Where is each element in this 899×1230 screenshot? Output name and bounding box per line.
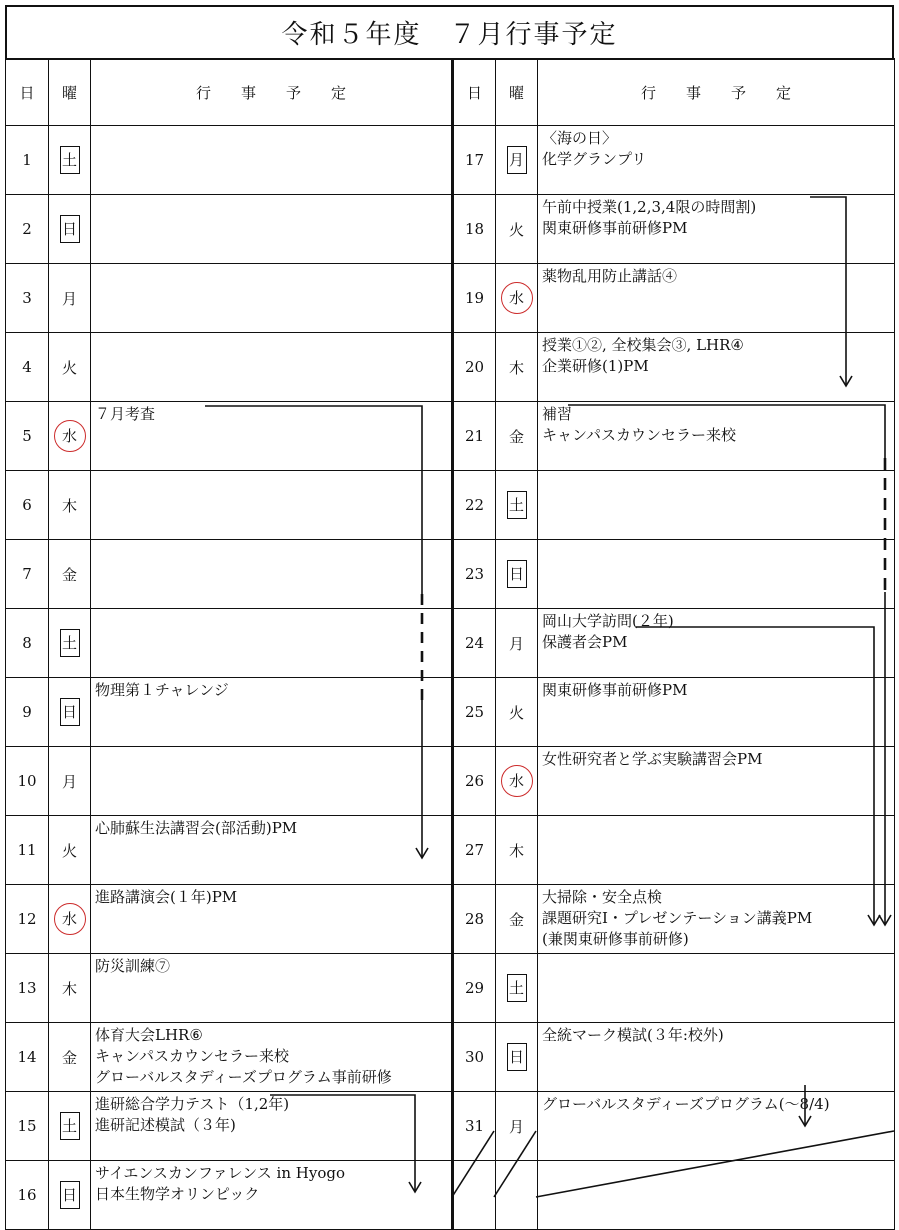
table-row: [6, 609, 895, 678]
weekday-label: 金: [61, 565, 77, 584]
weekday-label: 日: [507, 1043, 527, 1071]
right-day-11: 27: [453, 816, 496, 885]
left-day-8: 8: [6, 609, 49, 678]
left-dow-13: [49, 954, 91, 1023]
weekday-label: 火: [508, 220, 524, 239]
weekday-label: 土: [507, 491, 527, 519]
header-events-right: 行 事 予 定: [538, 59, 895, 126]
right-dow-9: [496, 678, 538, 747]
left-events-10: [91, 747, 453, 816]
left-dow-12: [49, 885, 91, 954]
weekday-label: 水: [501, 282, 533, 314]
weekday-label: 木: [61, 496, 77, 515]
left-dow-14: [49, 1023, 91, 1092]
right-day-7: 23: [453, 540, 496, 609]
table-row: [6, 1023, 895, 1092]
left-events-1: [91, 126, 453, 195]
left-events-14: [91, 1023, 453, 1092]
right-dow-13: [496, 954, 538, 1023]
left-dow-2: [49, 195, 91, 264]
header-dow-right: 曜: [496, 59, 538, 126]
event-line: 保護者会PM: [542, 633, 628, 651]
event-line: ７月考査: [95, 405, 156, 423]
weekday-label: 木: [508, 358, 524, 377]
left-dow-3: [49, 264, 91, 333]
left-events-7: [91, 540, 453, 609]
weekday-label: 金: [508, 427, 524, 446]
left-events-5: [91, 402, 453, 471]
weekday-label: 月: [61, 772, 77, 791]
weekday-label: 木: [508, 841, 524, 860]
left-events-2: [91, 195, 453, 264]
event-line: 化学グランプリ: [542, 150, 647, 168]
right-day-16: [453, 1161, 496, 1230]
left-day-2: 2: [6, 195, 49, 264]
header-day-right: 日: [453, 59, 496, 126]
left-day-4: 4: [6, 333, 49, 402]
left-day-6: 6: [6, 471, 49, 540]
event-line: 関東研修事前研修PM: [542, 219, 688, 237]
right-day-6: 22: [453, 471, 496, 540]
right-dow-5: [496, 402, 538, 471]
weekday-label: 日: [60, 215, 80, 243]
left-day-11: 11: [6, 816, 49, 885]
left-dow-1: [49, 126, 91, 195]
weekday-label: 月: [508, 634, 524, 653]
right-dow-16: [496, 1161, 538, 1230]
right-day-13: 29: [453, 954, 496, 1023]
left-day-15: 15: [6, 1092, 49, 1161]
right-events-6: [538, 471, 895, 540]
weekday-label: 金: [61, 1048, 77, 1067]
schedule-sheet: [5, 5, 894, 1204]
event-line: 物理第１チャレンジ: [95, 681, 229, 699]
right-dow-15: [496, 1092, 538, 1161]
left-events-4: [91, 333, 453, 402]
right-events-5: [538, 402, 895, 471]
event-line: 進路講演会(１年)PM: [95, 888, 238, 906]
right-events-15: [538, 1092, 895, 1161]
right-events-9: [538, 678, 895, 747]
left-dow-16: [49, 1161, 91, 1230]
right-dow-10: [496, 747, 538, 816]
weekday-label: 月: [507, 146, 527, 174]
left-dow-5: [49, 402, 91, 471]
event-line: 体育大会LHR⑥: [95, 1026, 203, 1044]
left-day-3: 3: [6, 264, 49, 333]
event-line: 補習: [542, 405, 573, 423]
table-row: [6, 264, 895, 333]
left-day-7: 7: [6, 540, 49, 609]
header-events: 行 事 予 定: [91, 59, 453, 126]
table-row: [6, 678, 895, 747]
table-row: [6, 747, 895, 816]
event-line: 日本生物学オリンピック: [95, 1185, 260, 1203]
weekday-label: 木: [61, 979, 77, 998]
right-dow-4: [496, 333, 538, 402]
right-day-14: 30: [453, 1023, 496, 1092]
right-events-12: [538, 885, 895, 954]
right-day-10: 26: [453, 747, 496, 816]
event-line: 進研記述模試（３年): [95, 1116, 236, 1134]
table-row: [6, 885, 895, 954]
left-events-8: [91, 609, 453, 678]
right-day-15: 31: [453, 1092, 496, 1161]
right-dow-6: [496, 471, 538, 540]
left-day-16: 16: [6, 1161, 49, 1230]
left-day-5: 5: [6, 402, 49, 471]
event-line: 全統マーク模試(３年:校外): [542, 1026, 724, 1044]
weekday-label: 火: [61, 841, 77, 860]
weekday-label: 土: [60, 146, 80, 174]
left-day-10: 10: [6, 747, 49, 816]
weekday-label: 火: [508, 703, 524, 722]
weekday-label: 月: [508, 1117, 524, 1136]
schedule-body: [6, 126, 895, 1230]
weekday-label: 土: [60, 629, 80, 657]
left-day-13: 13: [6, 954, 49, 1023]
event-line: 防災訓練⑦: [95, 957, 171, 975]
right-events-8: [538, 609, 895, 678]
right-day-1: 17: [453, 126, 496, 195]
schedule-table: [5, 58, 895, 1230]
right-events-7: [538, 540, 895, 609]
event-line: 薬物乱用防止講話④: [542, 267, 678, 285]
left-day-1: 1: [6, 126, 49, 195]
table-row: [6, 954, 895, 1023]
left-dow-6: [49, 471, 91, 540]
event-line: キャンパスカウンセラー来校: [542, 426, 736, 444]
right-events-2: [538, 195, 895, 264]
table-row: [6, 816, 895, 885]
left-events-13: [91, 954, 453, 1023]
weekday-label: 水: [501, 765, 533, 797]
event-line: 企業研修(1)PM: [542, 357, 649, 375]
weekday-label: 金: [508, 910, 524, 929]
event-line: 関東研修事前研修PM: [542, 681, 688, 699]
event-line: 〈海の日〉: [542, 129, 618, 147]
table-row: [6, 540, 895, 609]
left-dow-9: [49, 678, 91, 747]
right-events-11: [538, 816, 895, 885]
right-day-2: 18: [453, 195, 496, 264]
left-day-14: 14: [6, 1023, 49, 1092]
right-dow-1: [496, 126, 538, 195]
event-line: 課題研究Ⅰ・プレゼンテーション講義PM: [542, 909, 813, 927]
event-line: 進研総合学力テスト（1,2年): [95, 1095, 290, 1113]
weekday-label: 日: [60, 698, 80, 726]
right-events-3: [538, 264, 895, 333]
left-events-12: [91, 885, 453, 954]
left-dow-4: [49, 333, 91, 402]
event-line: キャンパスカウンセラー来校: [95, 1047, 289, 1065]
weekday-label: 火: [61, 358, 77, 377]
right-dow-3: [496, 264, 538, 333]
right-events-4: [538, 333, 895, 402]
event-line: 女性研究者と学ぶ実験講習会PM: [542, 750, 763, 768]
left-events-15: [91, 1092, 453, 1161]
weekday-label: 日: [60, 1181, 80, 1209]
left-dow-15: [49, 1092, 91, 1161]
event-line: (兼関東研修事前研修): [542, 930, 689, 948]
left-dow-10: [49, 747, 91, 816]
event-line: 岡山大学訪問(２年): [542, 612, 674, 630]
event-line: 大掃除・安全点検: [542, 888, 663, 906]
right-day-5: 21: [453, 402, 496, 471]
event-line: 午前中授業(1,2,3,4限の時間割): [542, 198, 757, 216]
right-dow-12: [496, 885, 538, 954]
event-line: グローバルスタディーズプログラム(～8/4): [542, 1095, 830, 1113]
header-dow: 曜: [49, 59, 91, 126]
left-events-3: [91, 264, 453, 333]
table-row: [6, 126, 895, 195]
weekday-label: 土: [60, 1112, 80, 1140]
right-day-8: 24: [453, 609, 496, 678]
left-dow-8: [49, 609, 91, 678]
weekday-label: 水: [54, 420, 86, 452]
left-dow-11: [49, 816, 91, 885]
left-day-12: 12: [6, 885, 49, 954]
right-dow-7: [496, 540, 538, 609]
table-row: [6, 1161, 895, 1230]
right-events-1: [538, 126, 895, 195]
event-line: 心肺蘇生法講習会(部活動)PM: [95, 819, 298, 837]
right-dow-8: [496, 609, 538, 678]
weekday-label: 土: [507, 974, 527, 1002]
left-events-6: [91, 471, 453, 540]
table-row: [6, 195, 895, 264]
left-dow-7: [49, 540, 91, 609]
table-row: [6, 333, 895, 402]
table-row: [6, 402, 895, 471]
right-events-10: [538, 747, 895, 816]
right-dow-2: [496, 195, 538, 264]
event-line: サイエンスカンファレンス in Hyogo: [95, 1164, 345, 1182]
left-events-11: [91, 816, 453, 885]
right-dow-14: [496, 1023, 538, 1092]
right-day-9: 25: [453, 678, 496, 747]
right-events-14: [538, 1023, 895, 1092]
weekday-label: 日: [507, 560, 527, 588]
event-line: 授業①②, 全校集会③, LHR④: [542, 336, 744, 354]
header-row: [6, 59, 895, 126]
table-row: [6, 1092, 895, 1161]
header-day: 日: [6, 59, 49, 126]
table-row: [6, 471, 895, 540]
right-day-12: 28: [453, 885, 496, 954]
right-dow-11: [496, 816, 538, 885]
right-day-4: 20: [453, 333, 496, 402]
left-events-16: [91, 1161, 453, 1230]
left-day-9: 9: [6, 678, 49, 747]
right-events-13: [538, 954, 895, 1023]
right-day-3: 19: [453, 264, 496, 333]
weekday-label: 月: [61, 289, 77, 308]
page-title: 令和５年度 ７月行事予定: [5, 5, 894, 60]
event-line: グローバルスタディーズプログラム事前研修: [95, 1068, 392, 1086]
weekday-label: 水: [54, 903, 86, 935]
left-events-9: [91, 678, 453, 747]
right-events-16: [538, 1161, 895, 1230]
